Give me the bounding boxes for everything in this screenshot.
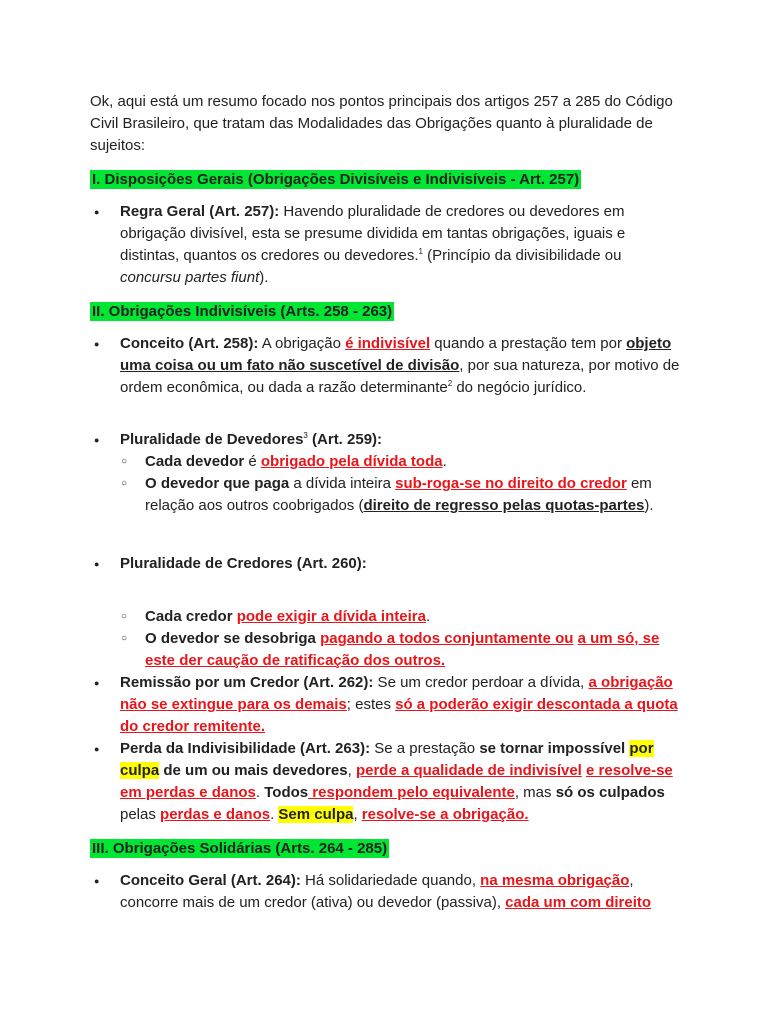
list-item-pluralidade-devedores: ● Pluralidade de Devedores$^3$ (Art. 259): ○ Cada devedor é obrigado pela dívida toda. ○ O devedor que paga a dívida inteira sub-roga-se no direito do credor em relação aos outros coobrigados (direito de regresso pelas quotas-partes).	[90, 429, 680, 517]
sublist-item-devedor-se-desobriga: ○ O devedor se desobriga pagando a todos conjuntamente ou a um só, se este der caução de ratificação dos outros.	[120, 628, 680, 672]
list-item-regra-geral: ● Regra Geral (Art. 257): Havendo pluralidade de credores ou devedores em obrigação divisível, esta se presume dividida em tantas obrigações, iguais e distintas, quantos os credores ou devedores.$^1$ (Princípio da divisibilidade ou concursu partes fiunt).	[90, 201, 680, 289]
section-heading-1	[90, 169, 680, 191]
section-heading-2	[90, 301, 680, 323]
sublist-item-cada-devedor: ○ Cada devedor é obrigado pela dívida toda.	[120, 451, 680, 473]
section-3-list	[90, 870, 680, 914]
credores-sublist	[120, 606, 680, 672]
list-item-conceito-264: ● Conceito Geral (Art. 264): Há solidariedade quando, na mesma obrigação, concorre mais de um credor (ativa) ou devedor (passiva), cada um com direito	[90, 870, 680, 914]
document-body	[90, 91, 680, 914]
section-2-list	[90, 333, 680, 826]
section-1-list	[90, 201, 680, 289]
devedores-sublist	[120, 451, 680, 517]
list-item-perda-indivisibilidade: ● Perda da Indivisibilidade (Art. 263): Se a prestação se tornar impossível por culpa de um ou mais devedores, perde a qualidade de indivisível e resolve-se em perdas e danos. Todos respondem pelo equivalente, mas só os culpados pelas perdas e danos. Sem culpa, resolve-se a obrigação.	[90, 738, 680, 826]
intro-paragraph: Ok, aqui está um resumo focado nos pontos principais dos artigos 257 a 285 do Código Civil Brasileiro, que tratam das Modalidades das Obrigações quanto à pluralidade de sujeitos:	[90, 93, 673, 154]
sublist-item-cada-credor: ○ Cada credor pode exigir a dívida inteira.	[120, 606, 680, 628]
list-item-pluralidade-credores: ● Pluralidade de Credores (Art. 260): ○ Cada credor pode exigir a dívida inteira. ○ O devedor se desobriga pagando a todos conjuntamente ou a um só, se este der caução de ratificação dos outros.	[90, 553, 680, 672]
section-heading-3	[90, 838, 680, 860]
section-heading-3-text: III. Obrigações Solidárias (Arts. 264 - 285)	[92, 840, 388, 857]
section-heading-1-text: I. Disposições Gerais (Obrigações Divisíveis e Indivisíveis - Art. 257)	[92, 171, 580, 188]
section-heading-2-text: II. Obrigações Indivisíveis (Arts. 258 - 263)	[92, 303, 393, 320]
sublist-item-devedor-que-paga: ○ O devedor que paga a dívida inteira sub-roga-se no direito do credor em relação aos outros coobrigados (direito de regresso pelas quotas-partes).	[120, 473, 680, 517]
list-item-conceito-258: ● Conceito (Art. 258): A obrigação é indivisível quando a prestação tem por objeto uma coisa ou um fato não suscetível de divisão, por sua natureza, por motivo de ordem econômica, ou dada a razão determinante$^2$ do negócio jurídico.	[90, 333, 680, 399]
list-item-remissao: ● Remissão por um Credor (Art. 262): Se um credor perdoar a dívida, a obrigação não se extingue para os demais; estes só a poderão exigir descontada a quota do credor remitente.	[90, 672, 680, 738]
